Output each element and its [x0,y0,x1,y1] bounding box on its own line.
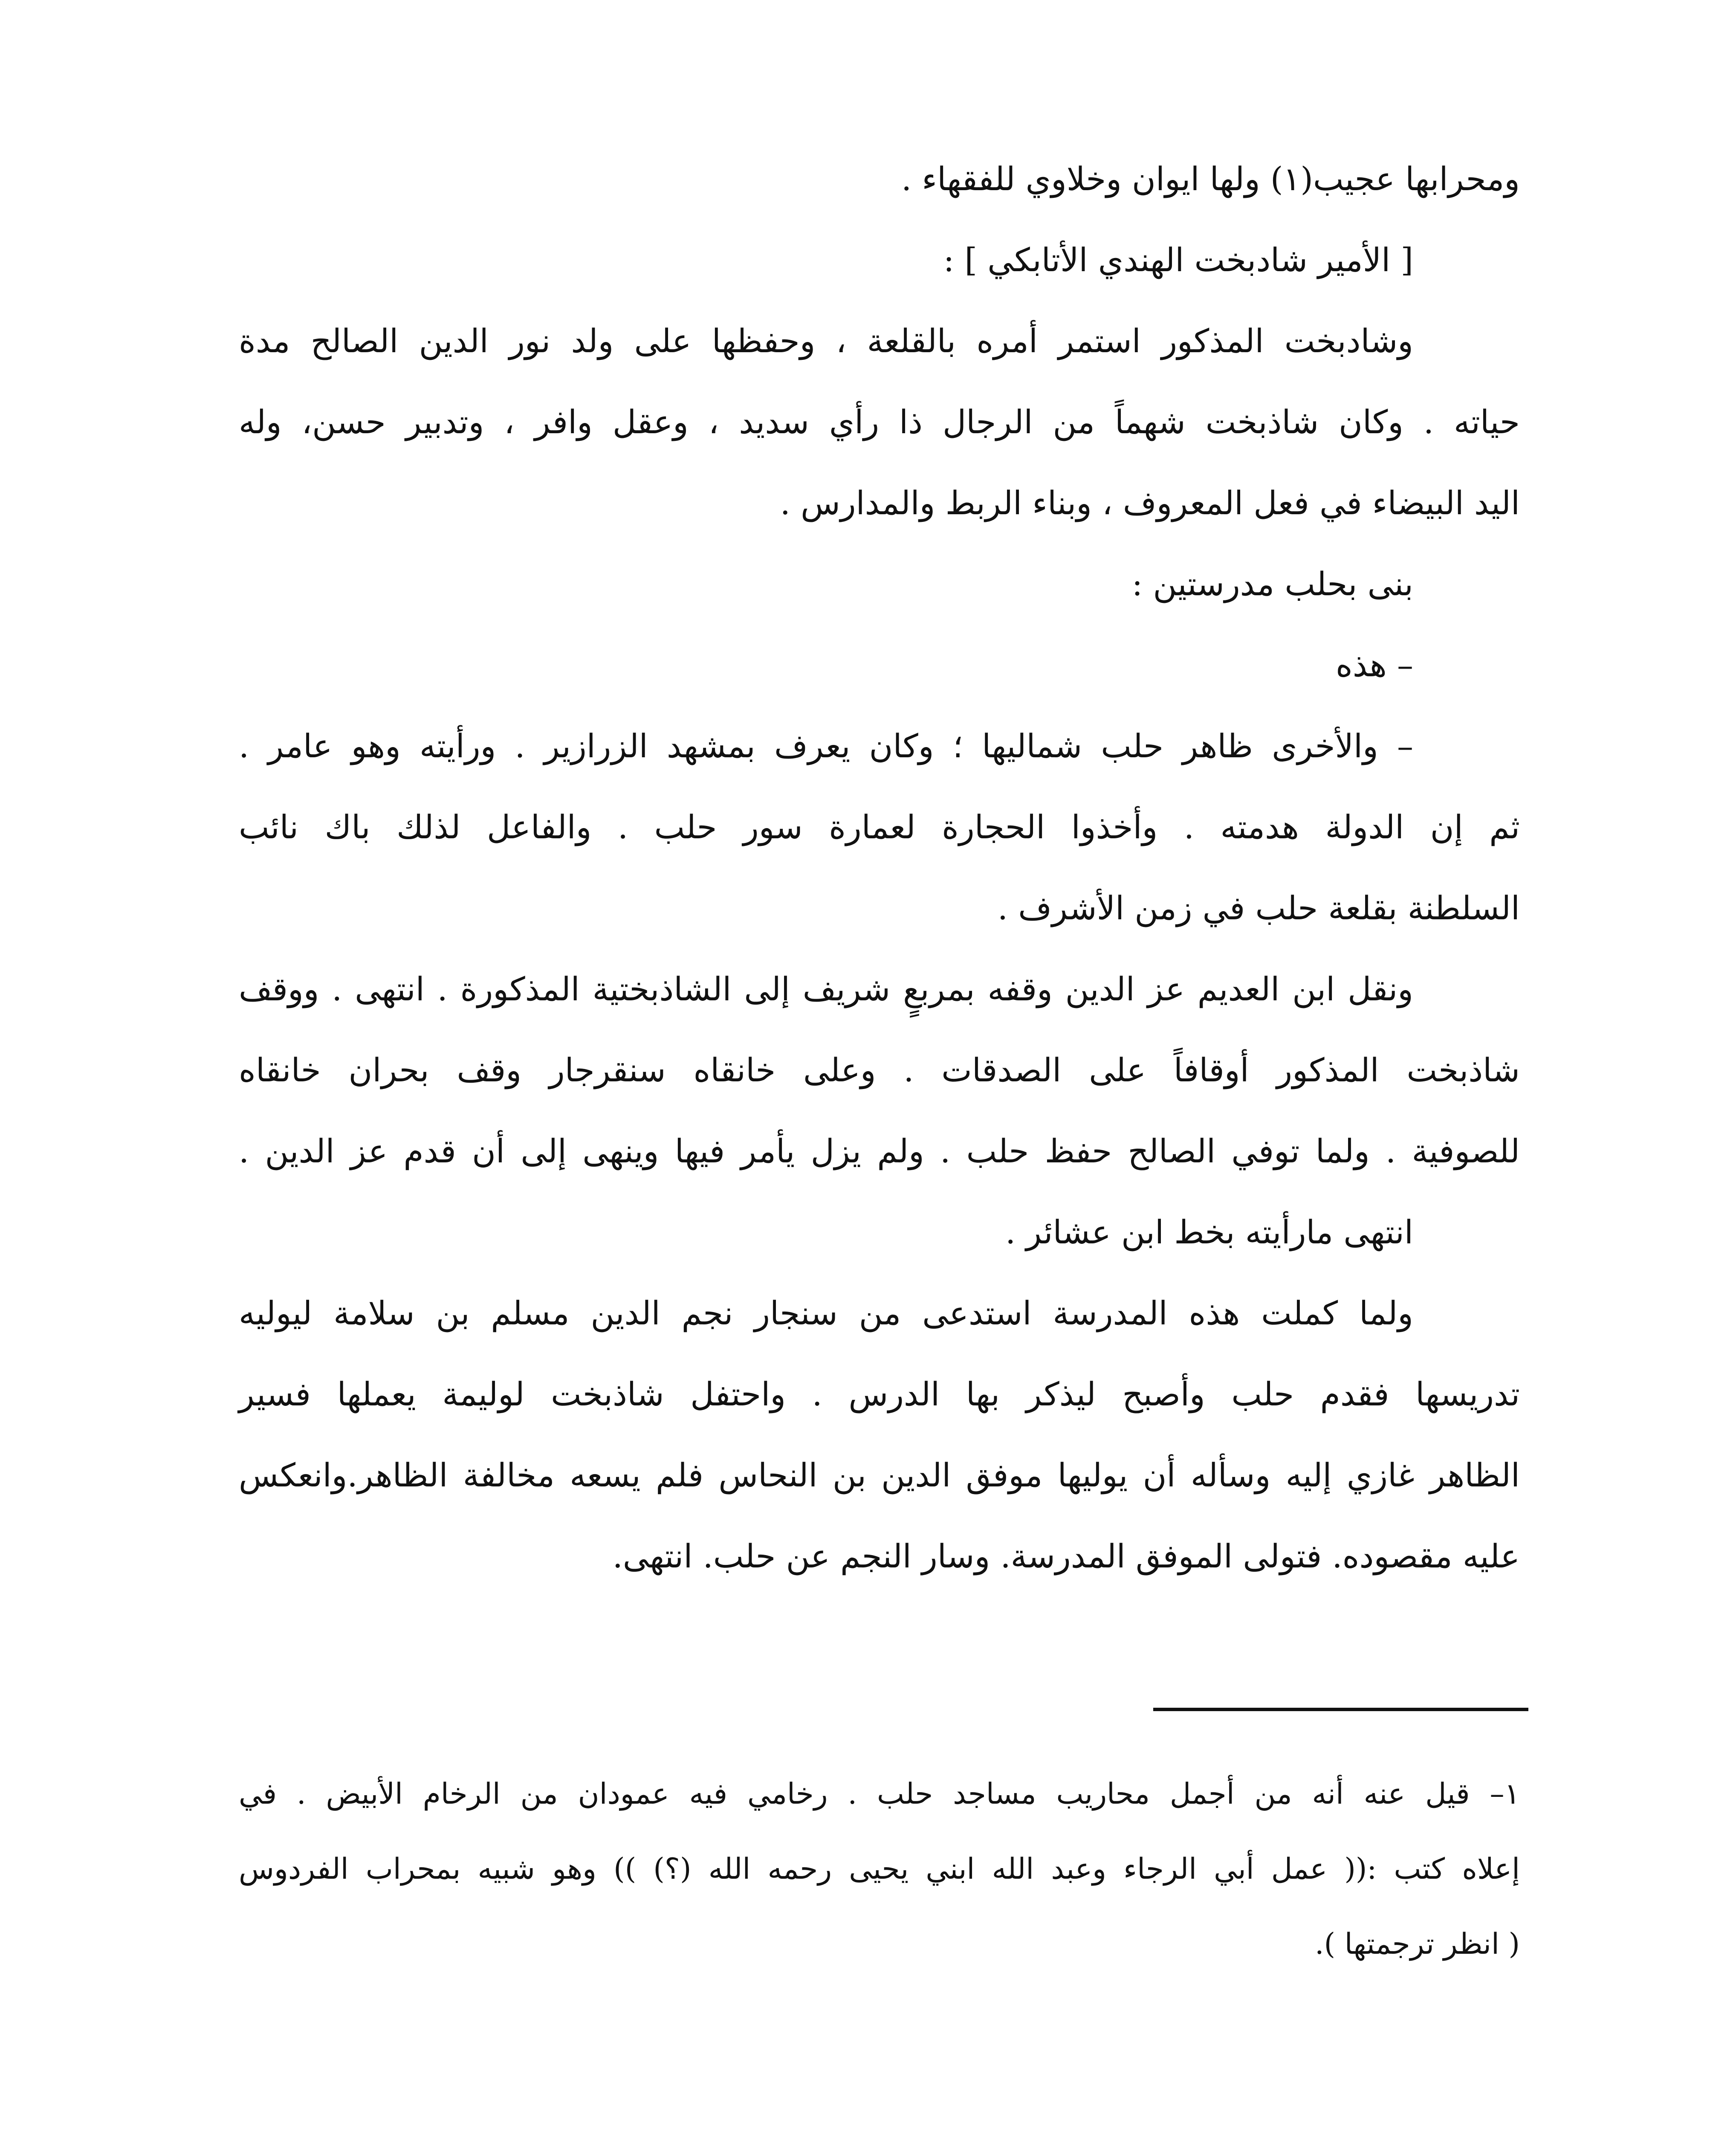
text-line-10: السلطنة بقلعة حلب في زمن الأشرف . [997,889,1520,927]
text-line-12: شاذبخت المذكور أوقافاً على الصدقات . وعلى خانقاه سنقرجار وقف بحران خانقاه [239,1051,1520,1089]
text-line-18: عليه مقصوده. فتولى الموفق المدرسة. وسار النجم عن حلب. انتهى. [612,1537,1520,1575]
text-line-14: انتهى مارأيته بخط ابن عشائر . [1005,1213,1413,1251]
text-line-17: الظاهر غازي إليه وسأله أن يوليها موفق الدين بن النحاس فلم يسعه مخالفة الظاهر.وانعكس [239,1456,1520,1494]
text-line-8: – والأخرى ظاهر حلب شماليها ؛ وكان يعرف بمشهد الزرازير . ورأيته وهو عامر . [239,727,1413,765]
main-text [239,139,1520,1597]
text-line-5: اليد البيضاء في فعل المعروف ، وبناء الربط والمدارس . [780,484,1520,522]
footnote-separator [1153,1708,1528,1711]
footnote [239,1757,1520,1982]
text-line-1: ومحرابها عجيب(١) ولها ايوان وخلاوي للفقهاء . [901,160,1520,198]
text-line-16: تدريسها فقدم حلب وأصبح ليذكر بها الدرس . واحتفل شاذبخت لوليمة يعملها فسير [239,1375,1520,1413]
footnote-line-1: ١– قيل عنه أنه من أجمل محاريب مساجد حلب . رخامي فيه عمودان من الرخام الأبيض . في [239,1777,1520,1811]
footnote-line-3: ( انظر ترجمتها ). [1314,1927,1520,1961]
text-line-2-heading: [ الأمير شادبخت الهندي الأتابكي ] : [943,241,1413,279]
text-line-4: حياته . وكان شاذبخت شهماً من الرجال ذا رأي سديد ، وعقل وافر ، وتدبير حسن، وله [239,403,1520,441]
footnote-line-2: إعلاه كتب :(( عمل أبي الرجاء وعبد الله ابني يحيى رحمه الله (؟) )) وهو شبيه بمحراب الفردوس [239,1852,1520,1886]
text-line-13: للصوفية . ولما توفي الصالح حفظ حلب . ولم يزل يأمر فيها وينهى إلى أن قدم عز الدين . [239,1132,1520,1170]
text-line-9: ثم إن الدولة هدمته . وأخذوا الحجارة لعمارة سور حلب . والفاعل لذلك باك نائب [239,808,1520,846]
text-line-3: وشادبخت المذكور استمر أمره بالقلعة ، وحفظها على ولد نور الدين الصالح مدة [239,322,1413,360]
text-line-11: ونقل ابن العديم عز الدين وقفه بمربعٍ شريف إلى الشاذبختية المذكورة . انتهى . ووقف [239,970,1413,1008]
text-line-7: – هذه [1336,646,1413,684]
text-line-15: ولما كملت هذه المدرسة استدعى من سنجار نجم الدين مسلم بن سلامة ليوليه [239,1294,1413,1332]
text-line-6: بنى بحلب مدرستين : [1131,565,1413,603]
